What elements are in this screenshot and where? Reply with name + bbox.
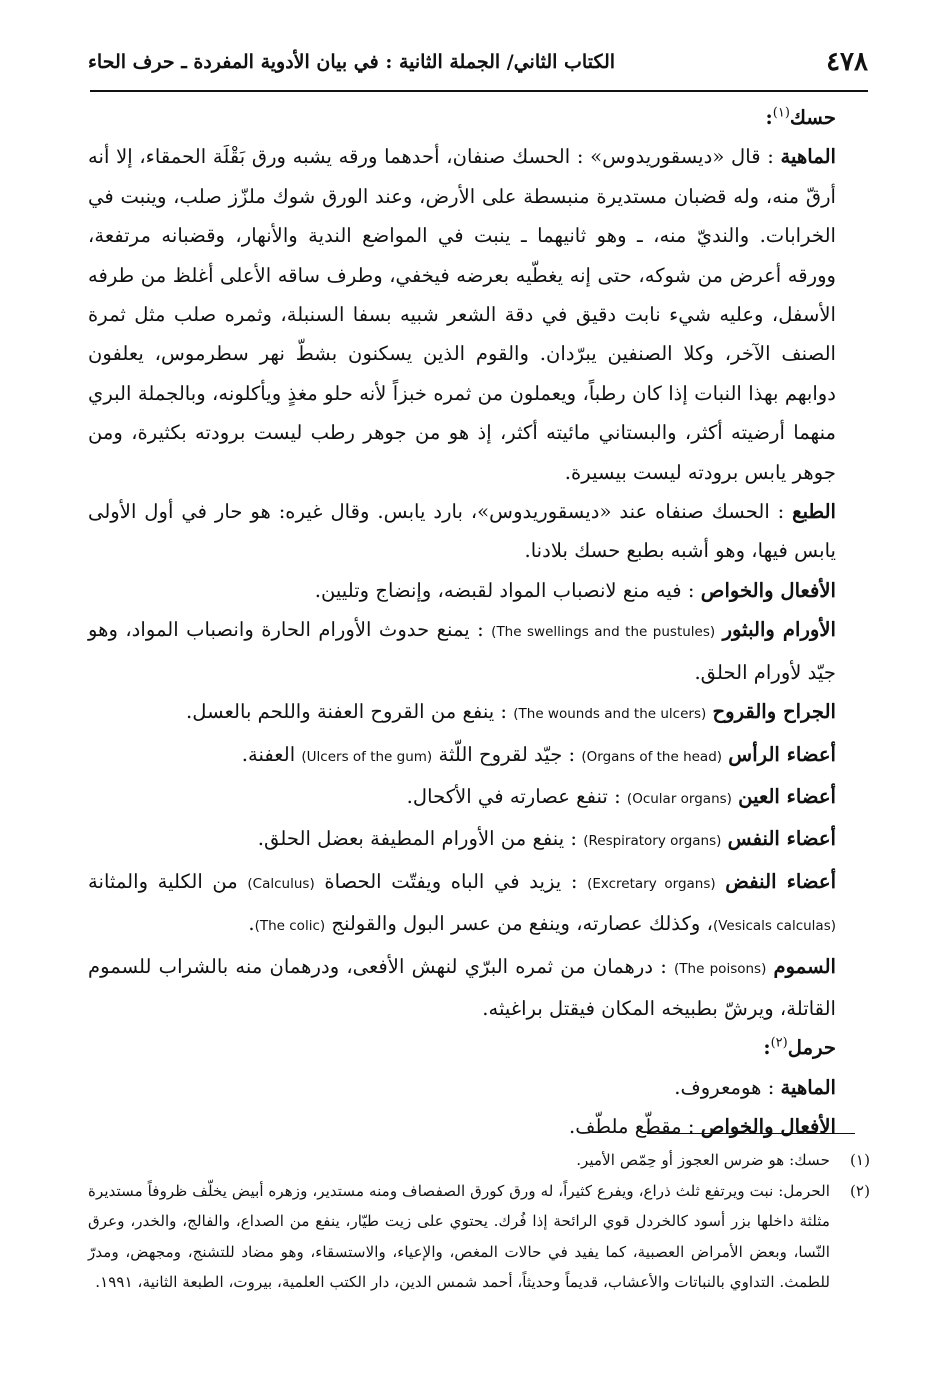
footnote-text: حسك: هو ضرس العجوز أو حِمّص الأمير.: [576, 1151, 830, 1169]
section-text: : مقطّع ملطّف.: [568, 1115, 695, 1139]
footnotes: [88, 1145, 870, 1298]
paragraph-mahiya: [88, 137, 870, 492]
english-gloss: (Calculus): [247, 875, 315, 892]
english-gloss: (The swellings and the pustules): [491, 624, 716, 641]
section-text: : فيه منع لانصباب المواد لقبضه، وإنضاج وتليين.: [314, 578, 695, 602]
paragraph-nafd: [88, 862, 870, 947]
entry-heading-hasak: [88, 98, 870, 137]
english-gloss: (The wounds and the ulcers): [513, 706, 707, 723]
main-text: [88, 98, 870, 1147]
english-gloss: (Ocular organs): [626, 790, 732, 807]
paragraph-jirah: [88, 692, 870, 734]
footnote-ref-1: (١): [772, 105, 790, 121]
entry-title-suffix: :: [763, 1036, 771, 1060]
section-text: : يمنع حدوث الأورام الحارة وانصباب المواد، وهو جيّد لأورام الحلق.: [88, 618, 836, 684]
section-text: ، وكذلك عصارته، وينفع من عسر البول والقولنج: [331, 912, 713, 936]
footnote-number: (٢): [849, 1181, 870, 1200]
section-term: الطبع: [792, 500, 836, 524]
section-term: السموم: [773, 954, 837, 978]
entry-title-suffix: :: [765, 106, 773, 129]
running-title: الكتاب الثاني/ الجملة الثانية : في بيان الأدوية المفردة ـ حرف الحاء: [88, 51, 616, 73]
english-gloss: (Excretary organs): [587, 875, 716, 892]
section-text: : هومعروف.: [674, 1075, 775, 1099]
paragraph-harmal-afaal: [88, 1107, 870, 1146]
english-gloss: (Respiratory organs): [583, 833, 722, 850]
section-term: الأفعال والخواص: [700, 1115, 836, 1139]
section-text: : ينفع من الأورام المطيفة بعضل الحلق.: [257, 827, 577, 851]
entry-title: حسك: [789, 106, 836, 129]
section-term: أعضاء النفض: [725, 869, 837, 893]
page-number: ٤٧٨: [826, 47, 868, 77]
english-gloss: (Organs of the head): [581, 748, 723, 765]
footnote-2: [88, 1176, 870, 1298]
section-text: : جيّد لقروح اللّثة: [438, 742, 576, 766]
header-rule: [90, 90, 868, 92]
section-term: الجراح والقروح: [712, 700, 836, 724]
page-header: [88, 42, 868, 82]
footnote-ref-2: (٢): [770, 1035, 788, 1051]
section-text: : قال «ديسقوريدوس» : الحسك صنفان، أحدهما ورقه يشبه ورق بَقْلَة الحمقاء، إلا أنه أرقّ منه، وله قضبان مستديرة منبسطة على الأرض، وعند الورق شوك ملزّز صلب، وينبت في الخرابات. والنديّ منه، ـ وهو ثانيهما ـ ينبت في المواضع الندية والأنهار، وقضبانه مرتفعة، وورقه أعرض من شوكه، حتى إنه يغطّيه بعرضه فيخفي، وطرف ساقه الأعلى أغلظ من طرفه الأسفل، وعليه شيء نابت دقيق في دقة الشعر شبيه بسفا السنبلة، وثمره صلب مثل ثمرة الصنف الآخر، وكلا الصنفين يبرّدان. والقوم الذين يسكنون بشطّ نهر سطرموس، يعلفون دوابهم بهذا النبات إذا كان رطباً، ويعملون من ثمره خبزاً لأنه حلو مغذٍ ويأكلونه، وبالجملة البري منهما أرضيته أكثر، والبستاني مائيته أكثر، إذ هو من جوهر رطب ليست برودته بكثيرة، ومن جوهر يابس برودته ليست بيسيرة.: [88, 145, 836, 484]
paragraph-afaal: [88, 571, 870, 610]
paragraph-tab: [88, 492, 870, 571]
section-text: : الحسك صنفاه عند «ديسقوريدوس»، بارد يابس. وقال غيره: هو حار في أول الأولى يابس فيها، وهو أشبه بطبع حسك بلادنا.: [88, 500, 836, 563]
section-term: الماهية: [780, 1075, 836, 1099]
section-text: : درهمان من ثمره البرّي لنهش الأفعى، ودرهمان منه بالشراب للسموم القاتلة، ويرشّ بطبيخه المكان فيقتل براغيثه.: [88, 954, 836, 1020]
section-term: أعضاء النفس: [727, 827, 836, 851]
section-text: .: [248, 912, 255, 936]
paragraph-harmal-mahiya: [88, 1068, 870, 1107]
english-gloss: (The colic): [254, 918, 326, 935]
section-term: أعضاء الرأس: [728, 742, 836, 766]
section-term: الماهية: [780, 145, 836, 169]
section-text: : يزيد في الباه ويفتّت الحصاة: [324, 869, 578, 893]
english-gloss: (Vesicals calculas): [712, 918, 836, 935]
english-gloss: (Ulcers of the gum): [301, 748, 433, 765]
section-text: : تنفع عصارته في الأكحال.: [406, 784, 621, 808]
section-text: من الكلية والمثانة: [88, 869, 238, 893]
paragraph-nafas: [88, 819, 870, 861]
paragraph-ras: [88, 735, 870, 777]
entry-title: حرمل: [787, 1036, 836, 1060]
english-gloss: (The poisons): [674, 960, 767, 977]
entry-heading-harmal: [88, 1028, 870, 1067]
footnote-text: الحرمل: نبت ويرتفع ثلث ذراع، ويفرع كثيراً، له ورق كورق الصفصاف ومنه مستدير، وزهره أبيض يخلّف ظروفاً مستديرة مثلثة داخلها بزر أسود كالخردل قوي الرائحة إذا فُرك. يحتوي على زيت طيّار، ينفع من الصداع، والفالج، والخدر، وعرق النّسا، وبعض الأمراض العصبية، كما يفيد في حالات المغص، والإعياء، والاستسقاء، وهو مضاد للتشنج، ومجهض، ومدرّ للطمث. التداوي بالنباتات والأعشاب، قديماً وحديثاً، أحمد شمس الدين، دار الكتب العلمية، بيروت، الطبعة الثانية، ١٩٩١.: [88, 1181, 830, 1291]
section-term: أعضاء العين: [738, 784, 836, 808]
paragraph-sumum: [88, 947, 870, 1029]
paragraph-awram: [88, 610, 870, 692]
footnote-number: (١): [849, 1151, 870, 1169]
footnote-rule: [647, 1133, 855, 1134]
section-text: العفنة.: [241, 742, 296, 766]
section-term: الأورام والبثور: [722, 618, 837, 642]
section-term: الأفعال والخواص: [700, 578, 836, 602]
section-text: : ينفع من القروح العفنة واللحم بالعسل.: [186, 700, 508, 724]
footnote-1: [88, 1145, 870, 1176]
paragraph-ain: [88, 777, 870, 819]
